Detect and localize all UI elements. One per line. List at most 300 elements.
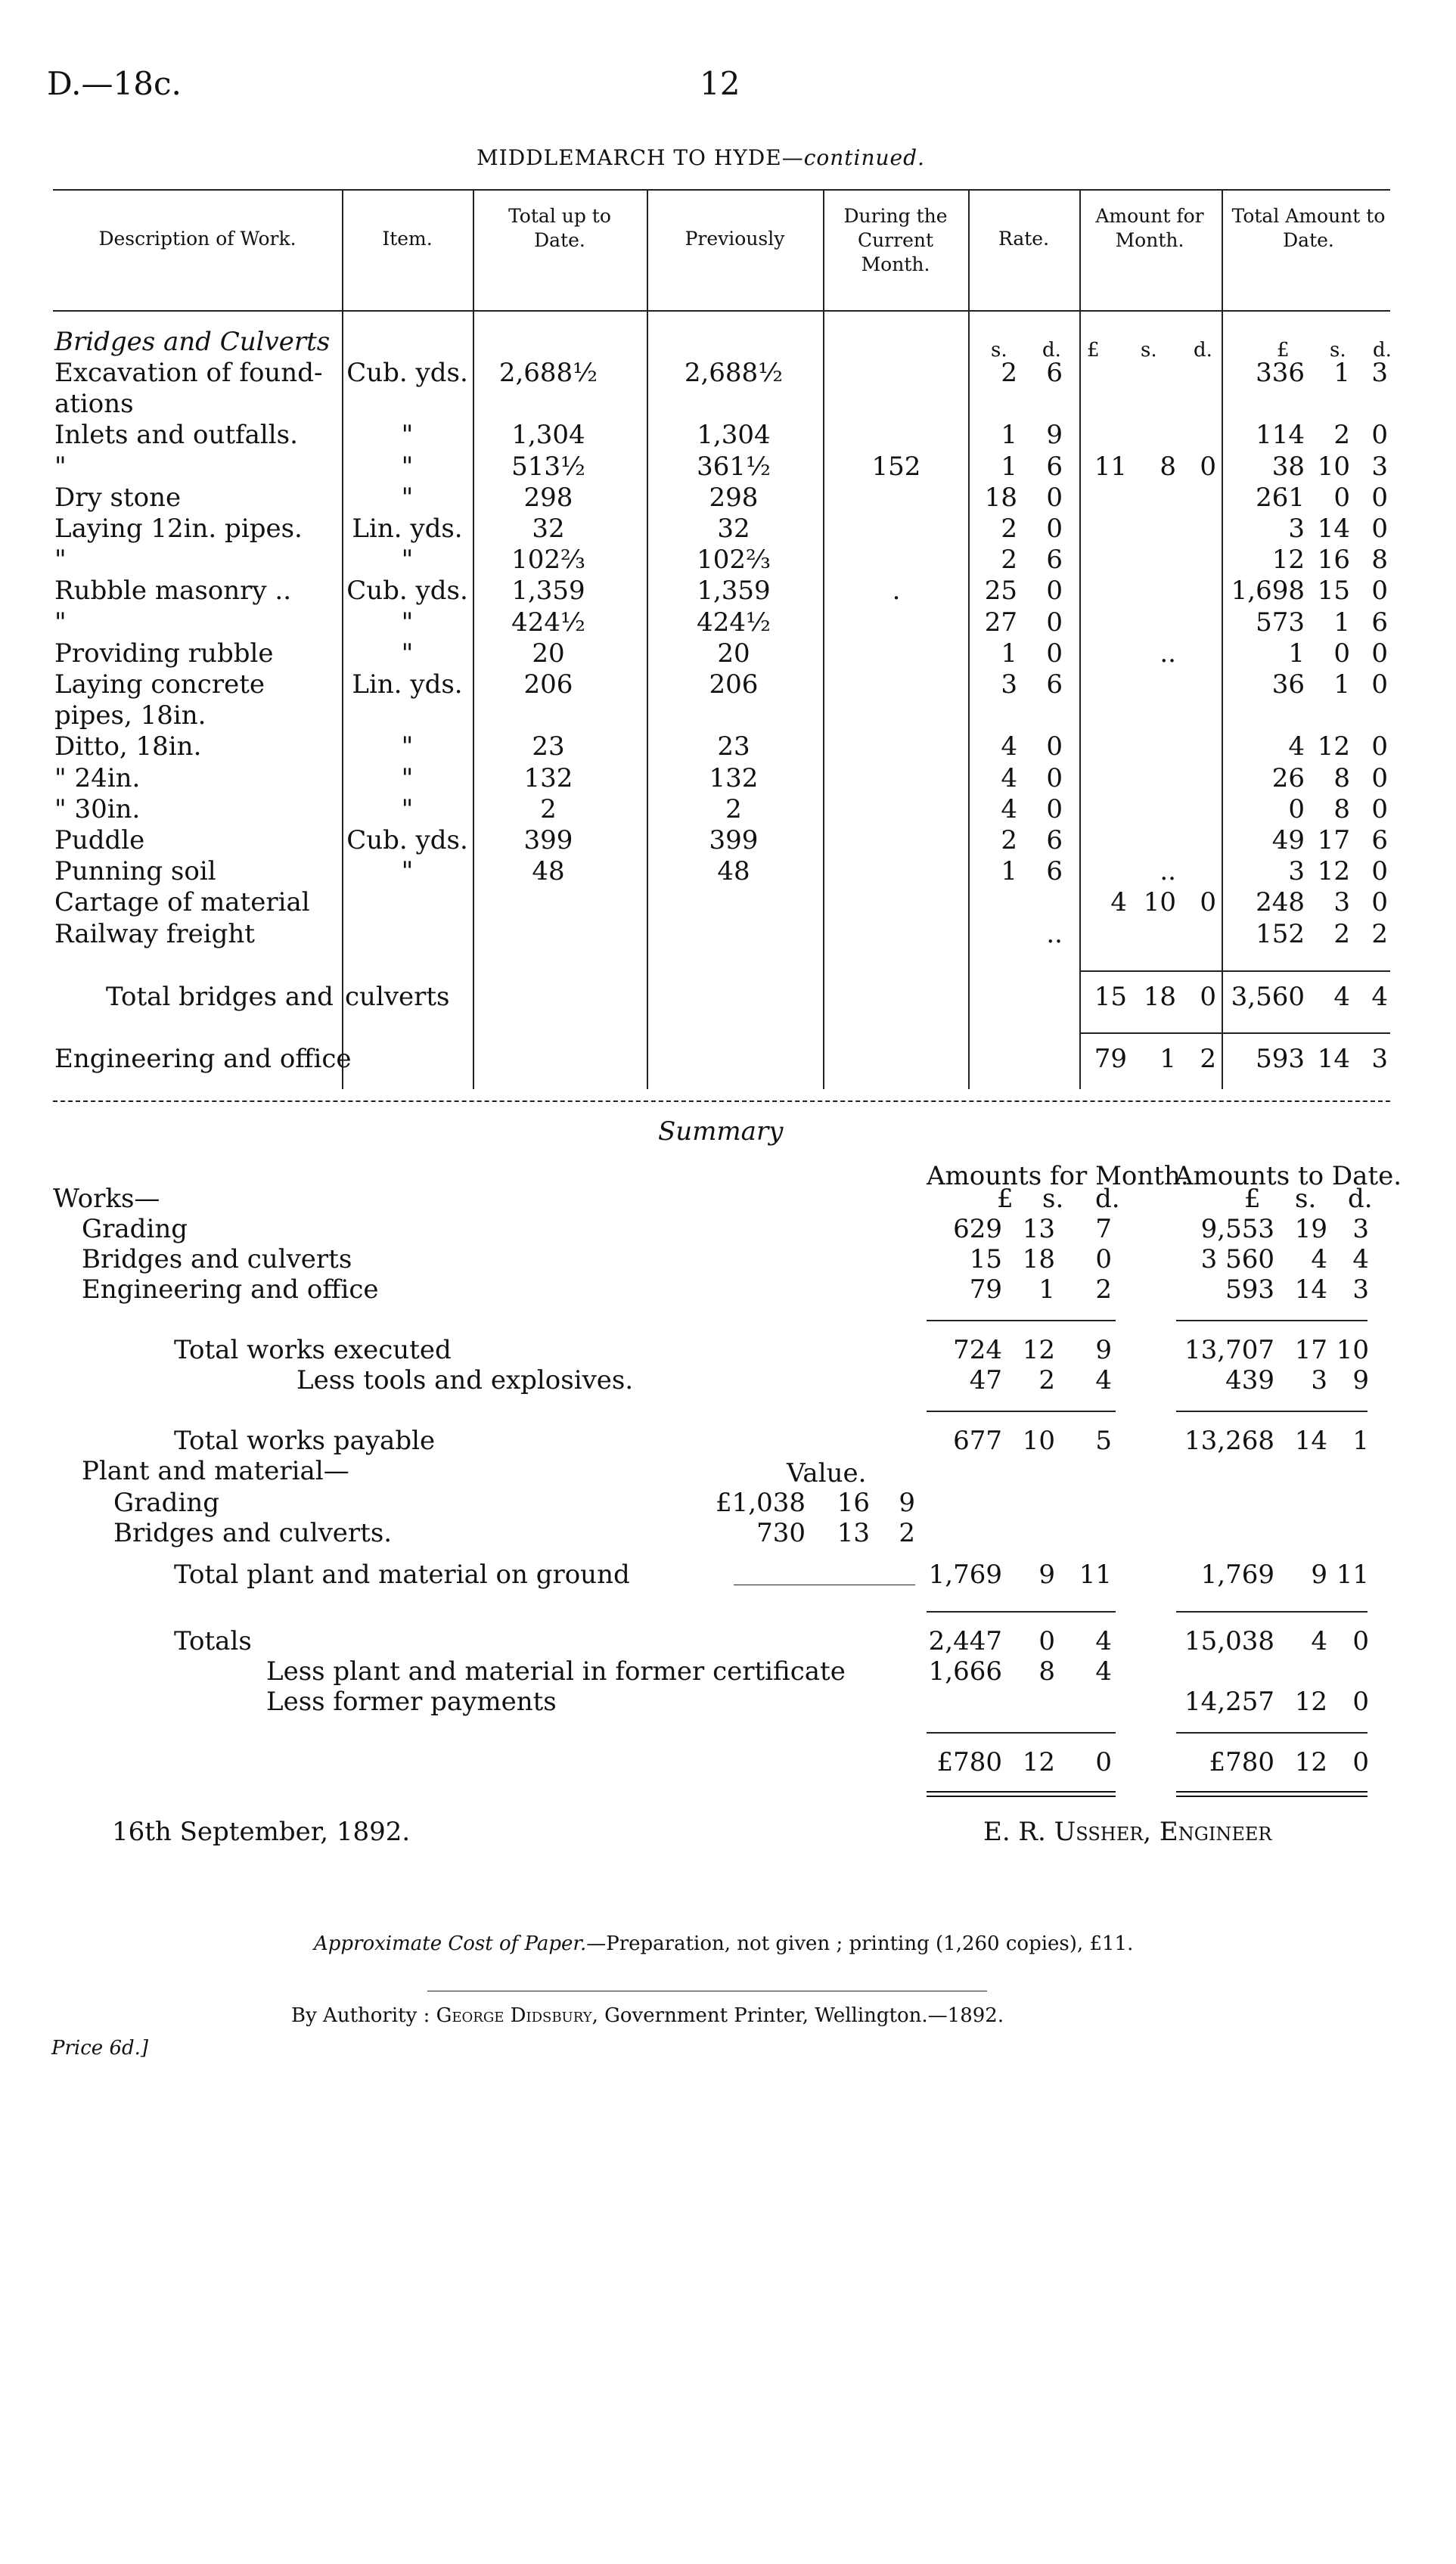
row-rs: 25 (984, 576, 1017, 607)
total-executed-date-shillings: 17 (1294, 1335, 1327, 1365)
row-desc: Ditto, 18in. (54, 731, 202, 762)
final-date-pence: 0 (1352, 1747, 1369, 1777)
row-tl: 4 (1288, 731, 1305, 762)
row-td: 0 (1371, 793, 1388, 824)
plant-total-label: Total plant and material on ground (174, 1560, 630, 1590)
col-divider (823, 189, 824, 1089)
plant-total-month-pounds: 1,769 (928, 1560, 1002, 1590)
row-td: 2 (1371, 918, 1388, 949)
col-header-total-amount: Total Amount to Date. (1231, 205, 1386, 251)
table-subtitle: MIDDLEMARCH TO HYDE—continued. (477, 145, 925, 170)
row-item: Cub. yds. (346, 825, 468, 855)
unit-label: d. (1194, 339, 1212, 362)
row-rd: 0 (1046, 607, 1063, 638)
total-bridges-month-pounds: 15 (1094, 982, 1127, 1012)
row-item: " (401, 451, 414, 482)
totals-month-pounds: 2,447 (928, 1626, 1002, 1656)
row-td: 0 (1371, 420, 1388, 451)
engineering-month-pounds: 79 (1094, 1044, 1127, 1074)
plant-item-label: Bridges and culverts. (113, 1518, 393, 1548)
engineering-month-shillings: 1 (1160, 1044, 1176, 1074)
summary-works-month-shillings: 1 (1038, 1274, 1055, 1305)
less-payments-date-shillings: 12 (1294, 1687, 1327, 1717)
unit-label: s. (1141, 339, 1157, 362)
price-note: Price 6d.] (51, 2037, 149, 2060)
row-tl: 248 (1256, 887, 1305, 918)
total-executed-date-pounds: 13,707 (1184, 1335, 1274, 1365)
row-rd: 0 (1046, 731, 1063, 762)
row-tl: 38 (1271, 451, 1305, 482)
total-payable-month-pence: 5 (1095, 1426, 1112, 1456)
plant-value-shillings: 13 (837, 1518, 870, 1548)
row-ts: 0 (1333, 638, 1350, 669)
row-td: 0 (1371, 762, 1388, 793)
row-prev: 48 (717, 856, 750, 887)
summary-title: Summary (658, 1116, 784, 1147)
row-total: 2 (540, 793, 557, 824)
summary-works-month-pounds: 629 (953, 1214, 1002, 1244)
row-prev: 20 (717, 638, 750, 669)
row-prev: 1,359 (697, 576, 771, 607)
row-rs: 1 (1001, 451, 1017, 482)
row-total: 2,688½ (498, 358, 598, 388)
plant-value-pence: 2 (899, 1518, 915, 1548)
row-rd: 6 (1046, 358, 1063, 388)
page-number: 12 (700, 65, 740, 102)
total-bridges-date-pounds: 3,560 (1231, 982, 1305, 1012)
row-item: " (401, 420, 414, 451)
unit-label: £ (1087, 339, 1100, 362)
total-executed-label: Total works executed (174, 1335, 452, 1365)
summary-works-month-pence: 2 (1095, 1274, 1112, 1305)
row-ml: 4 (1110, 887, 1127, 918)
total-bridges-date-shillings: 4 (1333, 982, 1350, 1012)
row-desc: Cartage of material (54, 887, 310, 918)
row-desc: Punning soil (54, 856, 216, 887)
row-rs: 1 (1001, 638, 1017, 669)
double-rule (1176, 1791, 1368, 1797)
row-rd: 6 (1046, 451, 1063, 482)
row-tl: 573 (1256, 607, 1305, 638)
row-desc: ations (54, 389, 134, 420)
row-ts: 3 (1333, 887, 1350, 918)
row-rs: 2 (1001, 545, 1017, 576)
unit-label: £ (997, 1184, 1014, 1214)
row-td: 0 (1371, 856, 1388, 887)
summary-works-date-shillings: 19 (1294, 1214, 1327, 1244)
sum-rule (927, 1732, 1116, 1734)
row-td: 3 (1371, 451, 1388, 482)
row-item: Lin. yds. (352, 669, 463, 700)
row-td: 8 (1371, 545, 1388, 576)
row-item: Cub. yds. (346, 576, 468, 607)
total-payable-month-shillings: 10 (1022, 1426, 1055, 1456)
plant-value-pounds: £1,038 (716, 1488, 806, 1518)
row-td: 0 (1371, 887, 1388, 918)
row-prev: 1,304 (697, 420, 771, 451)
row-rd: 6 (1046, 856, 1063, 887)
row-tl: 26 (1271, 762, 1305, 793)
row-desc: Puddle (54, 825, 145, 855)
row-desc: " 24in. (54, 762, 141, 793)
less-payments-date-pence: 0 (1352, 1687, 1369, 1717)
row-tl: 336 (1256, 358, 1305, 388)
col-header-rate: Rate. (998, 228, 1050, 250)
row-prev: 361½ (697, 451, 771, 482)
engineering-label: Engineering and office (54, 1044, 352, 1074)
row-tl: 1 (1288, 638, 1305, 669)
row-rs: 4 (1001, 762, 1017, 793)
less-plant-label: Less plant and material in former certificate (266, 1656, 846, 1687)
unit-label: s. (1330, 339, 1346, 362)
total-bridges-label-item: culverts (345, 982, 450, 1012)
row-ts: 2 (1333, 918, 1350, 949)
unit-label: s. (1042, 1184, 1064, 1214)
summary-works-date-pence: 4 (1352, 1244, 1369, 1274)
row-rs: 2 (1001, 514, 1017, 544)
row-desc: pipes, 18in. (54, 700, 206, 731)
totals-month-shillings: 0 (1038, 1626, 1055, 1656)
col-header-previously: Previously (685, 228, 785, 250)
row-total: 20 (532, 638, 565, 669)
summary-col-date: Amounts to Date. (1175, 1161, 1402, 1191)
row-tl: 152 (1256, 918, 1305, 949)
summary-works-date-shillings: 4 (1311, 1244, 1327, 1274)
row-total: 23 (532, 731, 565, 762)
row-td: 0 (1371, 482, 1388, 513)
row-prev: 298 (709, 482, 759, 513)
final-date-pounds: £780 (1209, 1747, 1274, 1777)
row-ms: 10 (1143, 887, 1176, 918)
plant-label: Plant and material— (82, 1456, 349, 1486)
authority-line: By Authority : George Didsbury, Government Printer, Wellington.—1892. (291, 2004, 1004, 2027)
row-rd: 0 (1046, 638, 1063, 669)
total-payable-month-pounds: 677 (953, 1426, 1002, 1456)
row-td: 0 (1371, 669, 1388, 700)
final-date-shillings: 12 (1294, 1747, 1327, 1777)
row-prev: 399 (709, 825, 759, 855)
row-td: 0 (1371, 731, 1388, 762)
row-total: 48 (532, 856, 565, 887)
row-rd: 0 (1046, 576, 1063, 607)
total-executed-month-pounds: 724 (953, 1335, 1002, 1365)
col-divider (342, 189, 343, 1089)
row-item: " (401, 638, 414, 669)
row-tl: 12 (1271, 545, 1305, 576)
table-header-rule (53, 310, 1390, 312)
summary-works-date-pounds: 3 560 (1200, 1244, 1274, 1274)
signoff-signer: E. R. Ussher, Engineer (983, 1817, 1272, 1847)
row-rs: 4 (1001, 731, 1017, 762)
row-rd: 6 (1046, 545, 1063, 576)
row-desc: Inlets and outfalls. (54, 420, 298, 451)
sum-rule (1176, 1411, 1368, 1412)
row-rs: 27 (984, 607, 1017, 638)
total-payable-date-pounds: 13,268 (1184, 1426, 1274, 1456)
totals-date-pence: 0 (1352, 1626, 1369, 1656)
row-rd: 0 (1046, 514, 1063, 544)
plant-value-pence: 9 (899, 1488, 915, 1518)
row-total: 102⅔ (511, 545, 585, 576)
totals-label: Totals (174, 1626, 252, 1656)
row-rs: 2 (1001, 825, 1017, 855)
row-ts: 10 (1317, 451, 1350, 482)
row-tl: 114 (1256, 420, 1305, 451)
row-td: 6 (1371, 607, 1388, 638)
row-item: " (401, 545, 414, 576)
less-tools-date-shillings: 3 (1311, 1365, 1327, 1395)
totals-date-shillings: 4 (1311, 1626, 1327, 1656)
row-prev: 2,688½ (684, 358, 784, 388)
cost-note: Approximate Cost of Paper.—Preparation, not given ; printing (1,260 copies), £11. (314, 1932, 1134, 1955)
plant-total-month-pence: 11 (1079, 1560, 1112, 1590)
summary-works-month-shillings: 18 (1022, 1244, 1055, 1274)
summary-works-date-shillings: 14 (1294, 1274, 1327, 1305)
row-rd: 9 (1046, 420, 1063, 451)
row-desc: " (54, 545, 67, 576)
row-total: 1,359 (511, 576, 585, 607)
row-desc: " 30in. (54, 793, 141, 824)
document-reference: D.—18c. (47, 65, 182, 102)
signoff-date: 16th September, 1892. (112, 1817, 411, 1847)
row-rd: 0 (1046, 762, 1063, 793)
row-md: 0 (1200, 451, 1216, 482)
row-rs: 3 (1001, 669, 1017, 700)
row-rd: 0 (1046, 482, 1063, 513)
row-ts: 8 (1333, 793, 1350, 824)
row-tl: 3 (1288, 514, 1305, 544)
total-executed-month-shillings: 12 (1022, 1335, 1055, 1365)
unit-label: d. (1042, 339, 1061, 362)
table-bottom-rule (53, 1100, 1390, 1102)
section-heading: Bridges and Culverts (54, 327, 331, 357)
row-rs: 18 (984, 482, 1017, 513)
row-rd: 0 (1046, 793, 1063, 824)
summary-works-date-pounds: 9,553 (1200, 1214, 1274, 1244)
row-ms: .. (1160, 856, 1176, 887)
summary-works-date-pounds: 593 (1225, 1274, 1274, 1305)
row-td: 0 (1371, 514, 1388, 544)
sum-rule (927, 1411, 1116, 1412)
total-bridges-date-pence: 4 (1371, 982, 1388, 1012)
col-header-item: Item. (382, 228, 433, 250)
summary-works-date-pence: 3 (1352, 1274, 1369, 1305)
row-ms: .. (1160, 638, 1176, 669)
summary-works-date-pence: 3 (1352, 1214, 1369, 1244)
row-desc: Laying 12in. pipes. (54, 514, 303, 544)
row-total: 399 (523, 825, 573, 855)
plant-value-shillings: 16 (837, 1488, 870, 1518)
row-ms: 8 (1160, 451, 1176, 482)
row-ml: 11 (1094, 451, 1127, 482)
row-prev: 424½ (697, 607, 771, 638)
row-total: 132 (523, 762, 573, 793)
engineering-date-shillings: 14 (1317, 1044, 1350, 1074)
sum-rule (1176, 1320, 1368, 1321)
row-rd: 6 (1046, 825, 1063, 855)
less-tools-date-pounds: 439 (1225, 1365, 1274, 1395)
plant-total-date-pence: 11 (1336, 1560, 1369, 1590)
row-ts: 1 (1333, 669, 1350, 700)
less-payments-label: Less former payments (266, 1687, 557, 1717)
row-ts: 12 (1317, 731, 1350, 762)
row-prev: 102⅔ (697, 545, 771, 576)
totals-date-pounds: 15,038 (1184, 1626, 1274, 1656)
row-prev: 23 (717, 731, 750, 762)
row-total: 32 (532, 514, 565, 544)
summary-works-month-pounds: 79 (969, 1274, 1002, 1305)
final-month-pounds: £780 (936, 1747, 1002, 1777)
row-prev: 132 (709, 762, 759, 793)
row-rs: 4 (1001, 793, 1017, 824)
summary-works-label: Engineering and office (82, 1274, 379, 1305)
plant-total-date-shillings: 9 (1311, 1560, 1327, 1590)
less-tools-date-pence: 9 (1352, 1365, 1369, 1395)
less-plant-month-shillings: 8 (1038, 1656, 1055, 1687)
summary-works-month-pence: 7 (1095, 1214, 1112, 1244)
unit-label: £ (1277, 339, 1290, 362)
total-executed-date-pence: 10 (1336, 1335, 1369, 1365)
row-item: Lin. yds. (352, 514, 463, 544)
row-rs: 1 (1001, 856, 1017, 887)
row-ts: 12 (1317, 856, 1350, 887)
unit-label: s. (1295, 1184, 1317, 1214)
plant-total-date-pounds: 1,769 (1200, 1560, 1274, 1590)
less-tools-month-pence: 4 (1095, 1365, 1112, 1395)
row-item: " (401, 762, 414, 793)
row-total: 1,304 (511, 420, 585, 451)
row-desc: Railway freight (54, 918, 255, 949)
col-header-description: Description of Work. (98, 228, 296, 250)
row-desc: Dry stone (54, 482, 182, 513)
less-tools-month-pounds: 47 (969, 1365, 1002, 1395)
row-item: " (401, 731, 414, 762)
total-bridges-month-shillings: 18 (1143, 982, 1176, 1012)
summary-works-label: Bridges and culverts (82, 1244, 352, 1274)
less-plant-month-pence: 4 (1095, 1656, 1112, 1687)
total-payable-label: Total works payable (174, 1426, 436, 1456)
row-md: 0 (1200, 887, 1216, 918)
row-cur: . (892, 576, 901, 607)
col-header-amount-month: Amount for Month. (1095, 205, 1204, 251)
totals-month-pence: 4 (1095, 1626, 1112, 1656)
sum-rule (1176, 1732, 1368, 1734)
row-rs: 2 (1001, 358, 1017, 388)
summary-works-label: Grading (82, 1214, 188, 1244)
col-header-current: During the Current Month. (843, 205, 948, 275)
row-total: 424½ (511, 607, 585, 638)
row-ts: 0 (1333, 482, 1350, 513)
row-td: 0 (1371, 638, 1388, 669)
unit-label: s. (991, 339, 1007, 362)
row-desc: " (54, 607, 67, 638)
row-desc: " (54, 451, 67, 482)
row-tl: 0 (1288, 793, 1305, 824)
plant-total-month-shillings: 9 (1038, 1560, 1055, 1590)
sum-rule (1176, 1611, 1368, 1613)
col-divider (968, 189, 970, 1089)
row-prev: 32 (717, 514, 750, 544)
less-tools-label: Less tools and explosives. (296, 1365, 634, 1395)
sum-rule (927, 1611, 1116, 1613)
row-td: 3 (1371, 358, 1388, 388)
subtotal-rule (1079, 1032, 1390, 1034)
row-ts: 14 (1317, 514, 1350, 544)
col-divider (473, 189, 474, 1089)
row-cur: 152 (871, 451, 921, 482)
row-ts: 1 (1333, 358, 1350, 388)
row-rd: .. (1046, 918, 1063, 949)
sum-rule (927, 1320, 1116, 1321)
row-tl: 261 (1256, 482, 1305, 513)
unit-label: d. (1373, 339, 1392, 362)
less-plant-month-pounds: 1,666 (928, 1656, 1002, 1687)
row-item: " (401, 793, 414, 824)
row-tl: 1,698 (1231, 576, 1305, 607)
row-total: 298 (523, 482, 573, 513)
final-month-shillings: 12 (1022, 1747, 1055, 1777)
summary-col-month: Amounts for Month. (927, 1161, 1189, 1191)
summary-works-month-pounds: 15 (969, 1244, 1002, 1274)
row-ts: 1 (1333, 607, 1350, 638)
less-payments-date-pounds: 14,257 (1184, 1687, 1274, 1717)
row-tl: 49 (1271, 825, 1305, 855)
row-ts: 16 (1317, 545, 1350, 576)
unit-label: d. (1348, 1184, 1373, 1214)
total-payable-date-shillings: 14 (1294, 1426, 1327, 1456)
row-item: Cub. yds. (346, 358, 468, 388)
table-top-rule (53, 189, 1390, 191)
col-header-total: Total up to Date. (508, 205, 611, 251)
row-item: " (401, 607, 414, 638)
row-desc: Laying concrete (54, 669, 265, 700)
row-desc: Providing rubble (54, 638, 274, 669)
row-ts: 15 (1317, 576, 1350, 607)
row-tl: 3 (1288, 856, 1305, 887)
row-ts: 2 (1333, 420, 1350, 451)
row-td: 0 (1371, 576, 1388, 607)
row-prev: 206 (709, 669, 759, 700)
final-month-pence: 0 (1095, 1747, 1112, 1777)
double-rule (927, 1791, 1116, 1797)
plant-item-label: Grading (113, 1488, 219, 1518)
works-label: Works— (53, 1184, 160, 1214)
row-prev: 2 (725, 793, 742, 824)
plant-value-pounds: 730 (756, 1518, 806, 1548)
summary-works-month-pence: 0 (1095, 1244, 1112, 1274)
total-executed-month-pence: 9 (1095, 1335, 1112, 1365)
row-item: " (401, 856, 414, 887)
row-desc: Excavation of found- (54, 358, 323, 388)
row-ts: 8 (1333, 762, 1350, 793)
subtotal-rule (1079, 970, 1390, 972)
row-td: 6 (1371, 825, 1388, 855)
row-tl: 36 (1271, 669, 1305, 700)
engineering-date-pence: 3 (1371, 1044, 1388, 1074)
col-divider (1079, 189, 1081, 1089)
less-tools-month-shillings: 2 (1038, 1365, 1055, 1395)
row-rd: 6 (1046, 669, 1063, 700)
engineering-date-pounds: 593 (1256, 1044, 1305, 1074)
total-bridges-month-pence: 0 (1200, 982, 1216, 1012)
total-payable-date-pence: 1 (1352, 1426, 1369, 1456)
row-total: 206 (523, 669, 573, 700)
row-rs: 1 (1001, 420, 1017, 451)
row-desc: Rubble masonry .. (54, 576, 292, 607)
total-bridges-label: Total bridges and (106, 982, 334, 1012)
col-divider (647, 189, 648, 1089)
row-ts: 17 (1317, 825, 1350, 855)
